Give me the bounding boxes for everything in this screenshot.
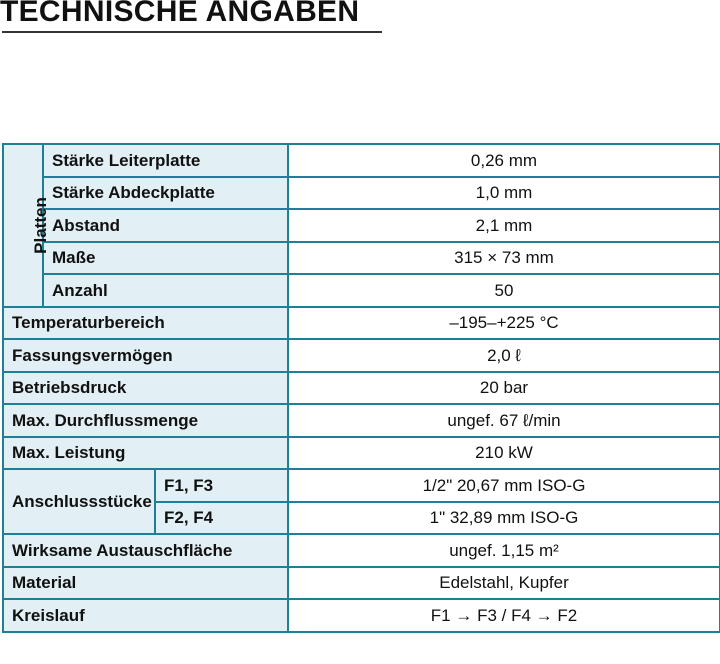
row-label: Fassungsvermögen bbox=[3, 339, 288, 372]
row-value: 50 bbox=[288, 274, 720, 307]
row-value: Edelstahl, Kupfer bbox=[288, 567, 720, 600]
table-row bbox=[3, 339, 720, 372]
spec-table bbox=[2, 143, 720, 633]
row-value: –195–+225 °C bbox=[288, 307, 720, 340]
row-label: Stärke Abdeckplatte bbox=[43, 177, 288, 210]
row-value: ungef. 1,15 m² bbox=[288, 534, 720, 567]
row-value: 20 bar bbox=[288, 372, 720, 405]
row-value: 210 kW bbox=[288, 437, 720, 470]
row-label: F1, F3 bbox=[155, 469, 288, 502]
table-row bbox=[3, 209, 720, 242]
row-label: Material bbox=[3, 567, 288, 600]
table-row bbox=[3, 307, 720, 340]
row-label: Abstand bbox=[43, 209, 288, 242]
row-label: Anzahl bbox=[43, 274, 288, 307]
table-row bbox=[3, 274, 720, 307]
row-label: Maße bbox=[43, 242, 288, 275]
row-value: 1" 32,89 mm ISO-G bbox=[288, 502, 720, 535]
table-row bbox=[3, 469, 720, 502]
table-row bbox=[3, 599, 720, 632]
row-label: F2, F4 bbox=[155, 502, 288, 535]
row-value: 315 × 73 mm bbox=[288, 242, 720, 275]
title-underline bbox=[2, 31, 382, 33]
row-label: Wirksame Austauschfläche bbox=[3, 534, 288, 567]
row-value: 1/2" 20,67 mm ISO-G bbox=[288, 469, 720, 502]
row-value: 2,0 ℓ bbox=[288, 339, 720, 372]
row-value: F1 → F3 / F4 → F2 bbox=[288, 599, 720, 632]
row-value: ungef. 67 ℓ/min bbox=[288, 404, 720, 437]
row-value: 0,26 mm bbox=[288, 144, 720, 177]
group-anschluss: Anschlussstücke bbox=[3, 469, 155, 534]
group-platten bbox=[3, 144, 50, 307]
group-label: Platten bbox=[30, 196, 50, 254]
table-row bbox=[3, 404, 720, 437]
row-label: Max. Durchflussmenge bbox=[3, 404, 288, 437]
table-row bbox=[3, 242, 720, 275]
table-row bbox=[3, 437, 720, 470]
page-title: TECHNISCHE ANGABEN bbox=[0, 0, 360, 28]
table-row bbox=[3, 144, 720, 177]
row-label: Max. Leistung bbox=[3, 437, 288, 470]
row-label: Stärke Leiterplatte bbox=[43, 144, 288, 177]
table-row bbox=[3, 567, 720, 600]
row-label: Betriebsdruck bbox=[3, 372, 288, 405]
row-label: Temperaturbereich bbox=[3, 307, 288, 340]
row-value: 1,0 mm bbox=[288, 177, 720, 210]
table-row bbox=[3, 534, 720, 567]
row-value: 2,1 mm bbox=[288, 209, 720, 242]
table-row bbox=[3, 372, 720, 405]
row-label: Kreislauf bbox=[3, 599, 288, 632]
table-row bbox=[3, 177, 720, 210]
